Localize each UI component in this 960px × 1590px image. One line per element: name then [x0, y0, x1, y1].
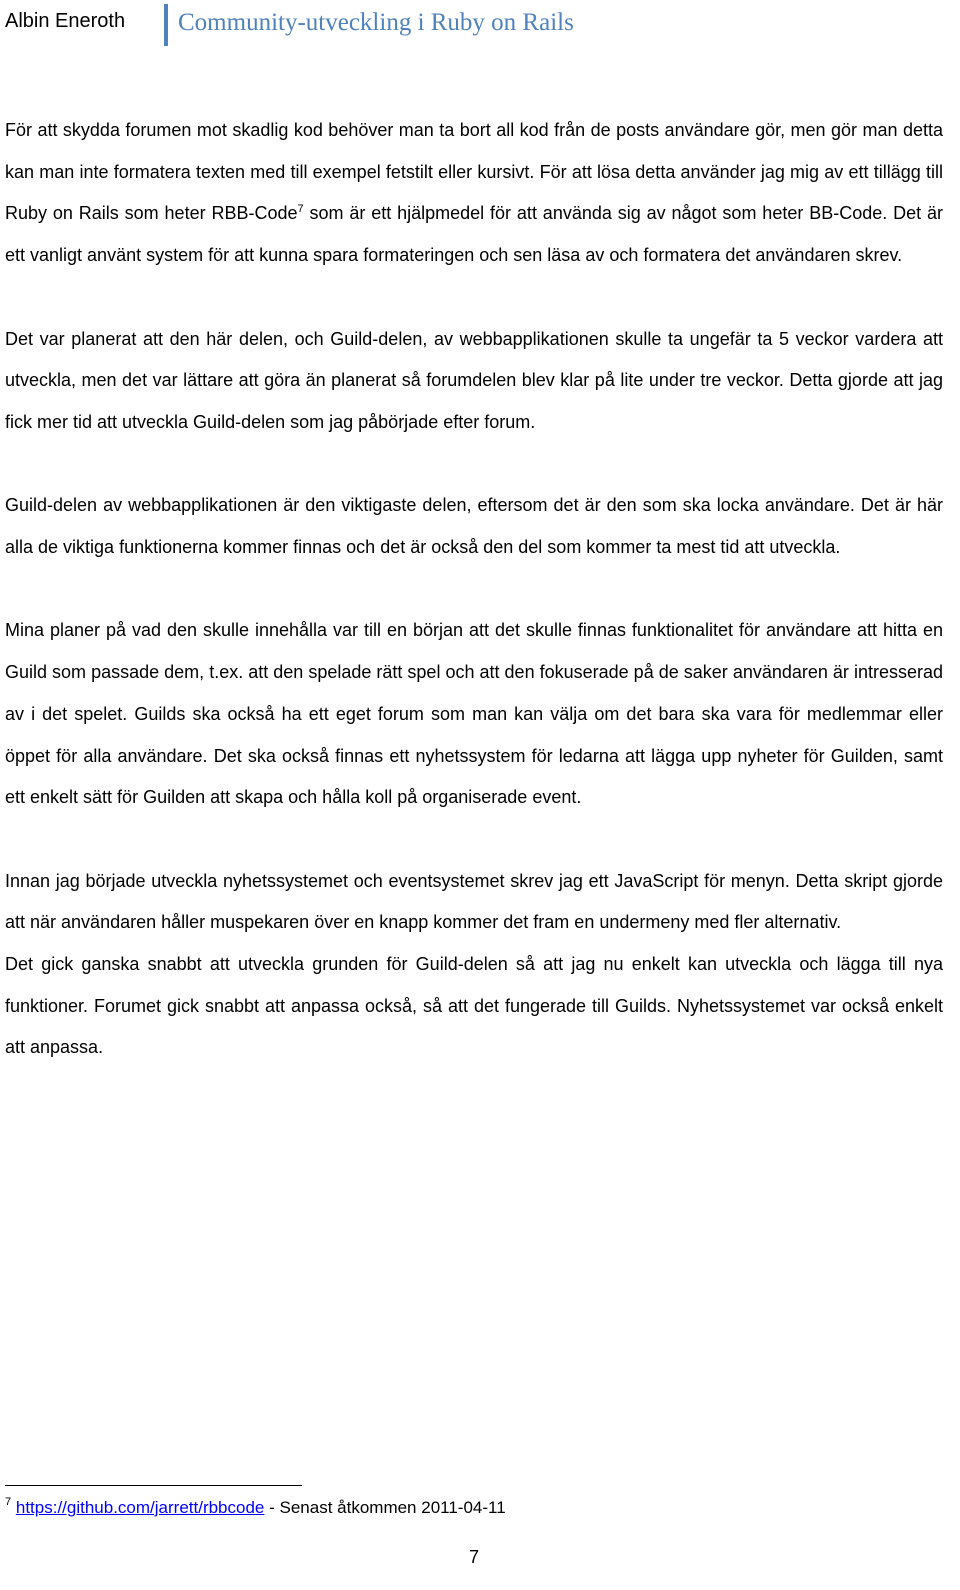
- footnote: [5, 1496, 506, 1520]
- paragraph-rbbcode: [5, 110, 943, 277]
- footnote-suffix: - Senast åtkommen 2011-04-11: [264, 1498, 506, 1517]
- header-divider: [164, 4, 168, 46]
- footnote-reference[interactable]: 7: [297, 203, 304, 216]
- page-number: 7: [468, 1547, 479, 1567]
- paragraph-guild-importance: Guild-delen av webbapplikationen är den viktigaste delen, eftersom det är den som ska locka användare. Det är här alla de viktiga funktionerna kommer finnas och det är också den del som kommer ta mest tid att utveckla.: [5, 495, 943, 557]
- paragraph-javascript-menu: Innan jag började utveckla nyhetssystemet och eventsystemet skrev jag ett JavaScript för menyn. Detta skript gjorde att när användaren håller muspekaren över en knapp kommer det fram en undermeny med fler alternativ.: [5, 870, 943, 933]
- footnote-number: 7: [5, 1496, 12, 1508]
- paragraph-text: För att skydda forumen mot skadlig kod behöver man ta bort all kod från de posts användare gör, men gör man detta kan man inte formatera texten med till exempel fetstilt eller kursivt. För att lösa detta använder jag mig av ett tillägg till Ruby on Rails som heter RBB-Code: [5, 120, 943, 224]
- header-author: Albin Eneroth: [5, 10, 126, 32]
- footnote-separator: [5, 1485, 302, 1486]
- paragraph-guild-progress: Det gick ganska snabbt att utveckla grunden för Guild-delen så att jag nu enkelt kan utveckla och lägga till nya funktioner. Forumet gick snabbt att anpassa också, så att det fungerade till Guilds. Nyhetssystemet var också enkelt att anpassa.: [5, 954, 943, 1058]
- paragraph-planning: Det var planerat att den här delen, och Guild-delen, av webbapplikationen skulle ta ungefär ta 5 veckor vardera att utveckla, men det var lättare att göra än planerat så forumdelen blev klar på lite under tre veckor. Detta gjorde att jag fick mer tid att utveckla Guild-delen som jag påbörjade efter forum.: [5, 328, 943, 432]
- header-title: Community-utveckling i Ruby on Rails: [178, 9, 574, 36]
- paragraph-text: som är ett hjälpmedel för att använda sig av något som heter BB-Code. Det är ett vanligt använt system för att kunna spara formateringen och sen läsa av och formatera det användaren skrev.: [5, 203, 944, 266]
- footnote-link[interactable]: https://github.com/jarrett/rbbcode: [15, 1498, 265, 1517]
- paragraph-guild-plans: Mina planer på vad den skulle innehålla var till en början att det skulle finnas funktionalitet för användare att hitta en Guild som passade dem, t.ex. att den spelade rätt spel och att den fokuserade på de saker användaren är intresserad av i det spelet. Guilds ska också ha ett eget forum som man kan välja om det bara ska vara för medlemmar eller öppet för alla användare. Det ska också finnas ett nyhetssystem för ledarna att lägga upp nyheter för Guilden, samt ett enkelt sätt för Guilden att skapa och hålla koll på organiserade event.: [5, 620, 943, 808]
- page-header: [0, 0, 960, 48]
- document-body: [5, 110, 943, 1069]
